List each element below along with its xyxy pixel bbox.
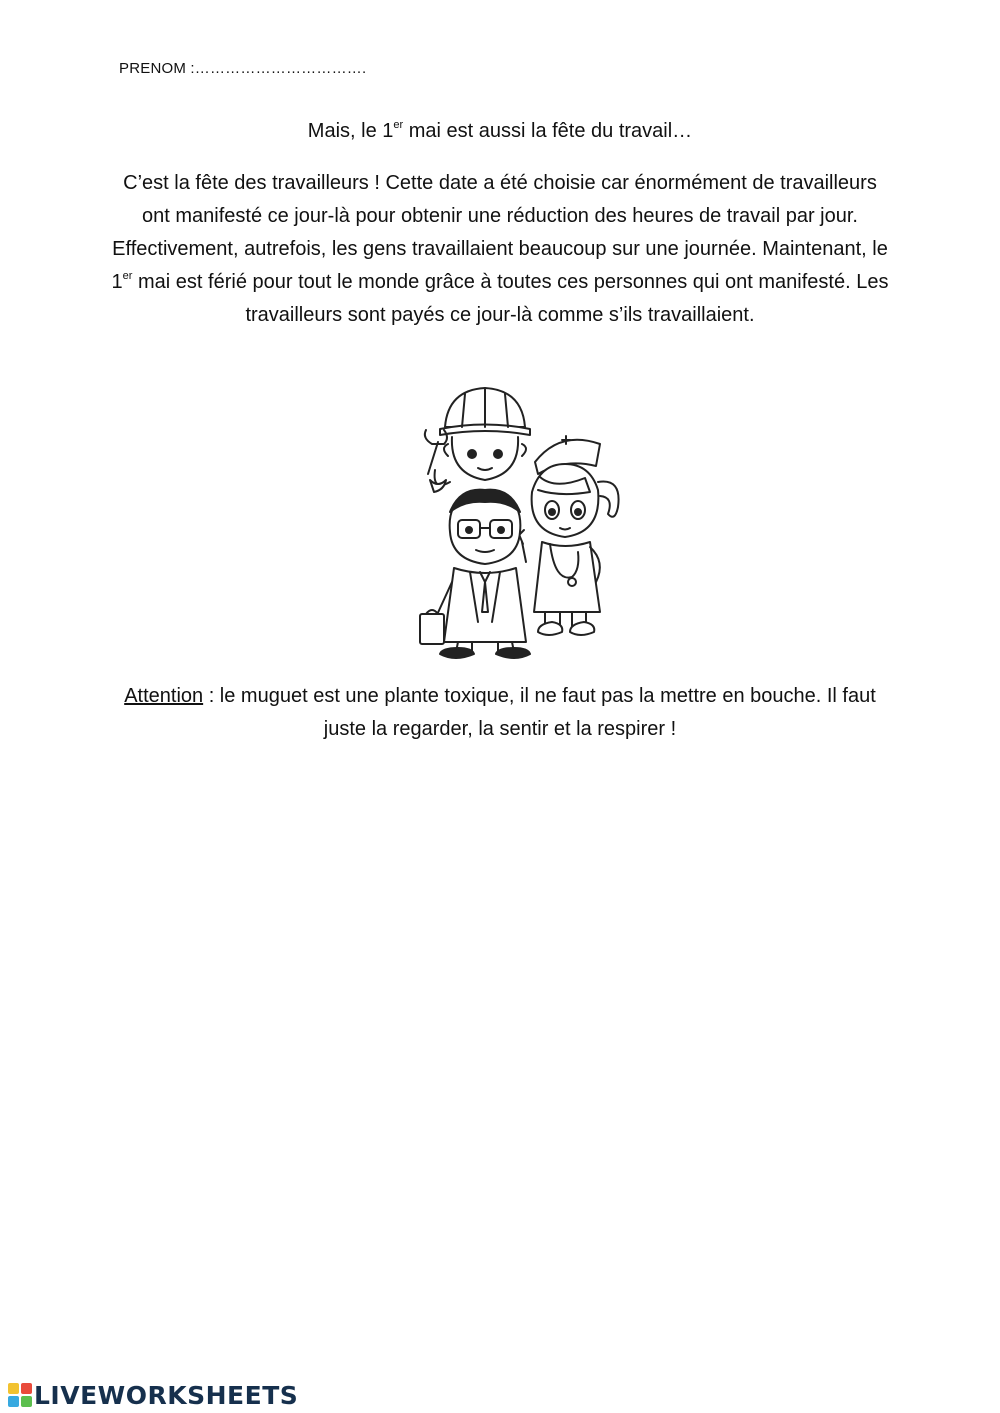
businessman-figure [420, 490, 530, 658]
workers-illustration [410, 382, 640, 664]
prenom-line: PRENOM :……………………………. [119, 60, 367, 77]
liveworksheets-blocks-icon [8, 1383, 32, 1407]
construction-worker-figure [425, 388, 530, 492]
liveworksheets-logo[interactable] [8, 1380, 298, 1410]
paragraph-superscript: er [122, 270, 133, 282]
page-title [0, 120, 1000, 143]
main-paragraph [110, 167, 890, 332]
attention-note [110, 680, 890, 746]
title-superscript: er [393, 119, 404, 131]
nurse-figure [518, 436, 619, 635]
attention-label: Attention [124, 685, 204, 707]
attention-text: : le muguet est une plante toxique, il ne faut pas la mettre en bouche. Il faut juste la regarder, la sentir et la respirer ! [203, 685, 876, 740]
title-after: mai est aussi la fête du travail… [403, 120, 693, 142]
paragraph-part2: mai est férié pour tout le monde grâce à toutes ces personnes qui ont manifesté. Les travailleurs sont payés ce jour-là comme s’ils travaillaient. [132, 271, 889, 326]
logo-text: LIVEWORKSHEETS [34, 1380, 299, 1410]
title-before: Mais, le 1 [307, 120, 394, 142]
paragraph-part1: C’est la fête des travailleurs ! Cette date a été choisie car énormément de travailleurs ont manifesté ce jour-là pour obtenir une réduction des heures de travail par jour. Effectivement, autrefois, les gens travaillaient beaucoup sur une journée. Maintenant, le 1 [111, 172, 888, 293]
